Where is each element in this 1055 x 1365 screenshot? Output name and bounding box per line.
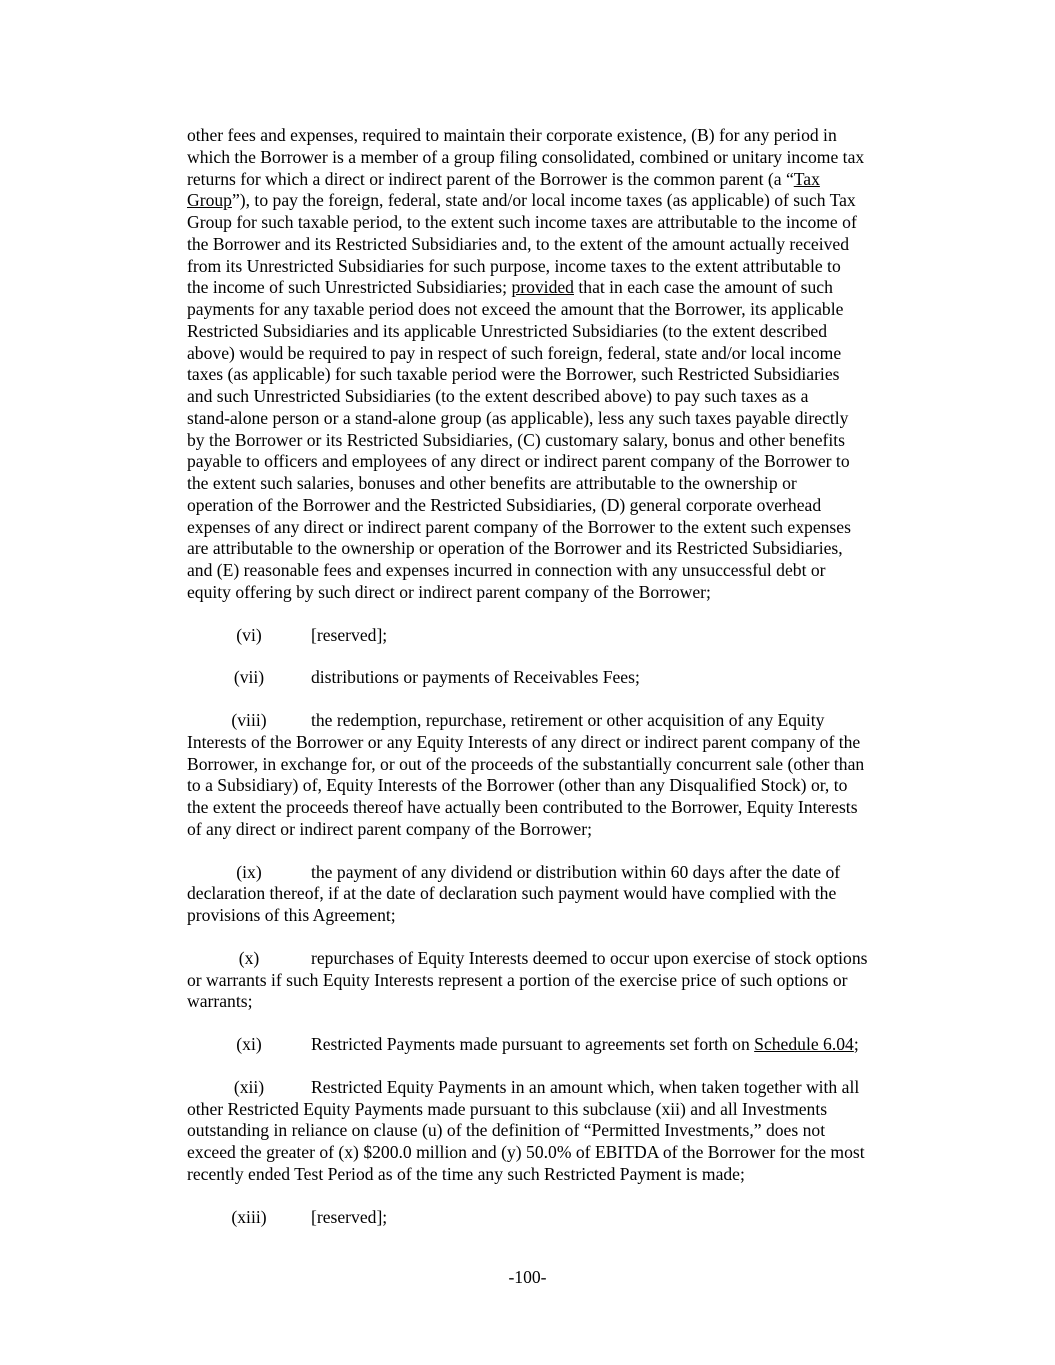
text-line: which the Borrower is a member of a group filing consolidated, combined or unitary income tax bbox=[187, 146, 865, 167]
text-line: and such Unrestricted Subsidiaries (to the extent described above) to pay such taxes as a bbox=[187, 386, 809, 406]
text-line: stand-alone person or a stand-alone group (as applicable), less any such taxes payable directly bbox=[187, 407, 849, 428]
clause-x bbox=[187, 948, 927, 1013]
defined-term-tax-group: Tax bbox=[793, 168, 820, 189]
text-line: operation of the Borrower and the Restricted Subsidiaries, (D) general corporate overhead bbox=[187, 494, 822, 515]
text-segment: the income of such Unrestricted Subsidiaries; bbox=[187, 277, 512, 298]
text-line: outstanding in reliance on clause (u) of the definition of “Permitted Investments,” does not bbox=[187, 1120, 826, 1141]
defined-term-tax-group: Group bbox=[187, 190, 232, 211]
text-line: the Borrower and its Restricted Subsidiaries and, to the extent of the amount actually received bbox=[187, 233, 850, 254]
clause-xii bbox=[187, 1077, 927, 1186]
schedule-reference: Schedule 6.04 bbox=[754, 1034, 854, 1054]
clause-number: (xi) bbox=[236, 1034, 262, 1054]
text-segment: ”), to pay the foreign, federal, state and/or local income taxes (as applicable) of such Tax bbox=[231, 190, 856, 211]
text-line: Borrower, in exchange for, or out of the proceeds of the substantially concurrent sale (other than bbox=[187, 753, 865, 774]
text-line: above) would be required to pay in respect of such foreign, federal, state and/or local income bbox=[187, 342, 842, 363]
text-line: the extent such salaries, bonuses and other benefits are attributable to the ownership or bbox=[187, 473, 797, 493]
text-segment: returns for which a direct or indirect parent of the Borrower is the common parent (a “ bbox=[187, 168, 794, 189]
text-line bbox=[187, 169, 927, 191]
clause-number: (vii) bbox=[233, 667, 265, 688]
text-line: warrants; bbox=[187, 991, 253, 1012]
clause-text: [reserved]; bbox=[311, 1206, 388, 1227]
clause-vi bbox=[187, 625, 927, 647]
clause-number: (x) bbox=[238, 947, 260, 968]
text-line: provisions of this Agreement; bbox=[187, 905, 396, 925]
text-line: and (E) reasonable fees and expenses incurred in connection with any unsuccessful debt or bbox=[187, 560, 826, 580]
text-line: recently ended Test Period as of the time any such Restricted Payment is made; bbox=[187, 1163, 745, 1184]
clause-number: (xii) bbox=[233, 1076, 265, 1097]
text-line: or warrants if such Equity Interests represent a portion of the exercise price of such options or bbox=[187, 969, 848, 990]
clause-xiii bbox=[187, 1207, 927, 1229]
text-line: from its Unrestricted Subsidiaries for such purpose, income taxes to the extent attributable to bbox=[187, 255, 841, 276]
text-line: expenses of any direct or indirect parent company of the Borrower to the extent such expenses bbox=[187, 516, 851, 537]
clause-viii bbox=[187, 710, 927, 841]
clause-text: repurchases of Equity Interests deemed to occur upon exercise of stock options bbox=[311, 947, 868, 968]
text-line: exceed the greater of (x) $200.0 million and (y) 50.0% of EBITDA of the Borrower for the most bbox=[187, 1142, 865, 1162]
clause-text: the payment of any dividend or distribution within 60 days after the date of bbox=[311, 861, 841, 882]
text-line: the extent the proceeds thereof have actually been contributed to the Borrower, Equity Interests bbox=[187, 797, 858, 817]
text-line: by the Borrower or its Restricted Subsidiaries, (C) customary salary, bonus and other benefits bbox=[187, 429, 845, 450]
clause-number: (ix) bbox=[236, 861, 262, 882]
text-line: are attributable to the ownership or operation of the Borrower and its Restricted Subsidiaries, bbox=[187, 538, 843, 559]
clause-number: (xiii) bbox=[231, 1206, 267, 1227]
clause-vii bbox=[187, 667, 927, 689]
clause-xi bbox=[187, 1034, 927, 1056]
clause-number: (vi) bbox=[236, 624, 262, 645]
document-page bbox=[187, 125, 927, 1228]
text-line: taxes (as applicable) for such taxable period were the Borrower, such Restricted Subsidiaries bbox=[187, 364, 840, 385]
paragraph-taxes bbox=[187, 125, 927, 604]
clause-text: [reserved]; bbox=[311, 624, 388, 645]
clause-text: Restricted Equity Payments in an amount which, when taken together with all bbox=[311, 1076, 860, 1097]
page-number: -100- bbox=[508, 1267, 547, 1287]
clause-ix bbox=[187, 862, 927, 927]
text-line: other fees and expenses, required to maintain their corporate existence, (B) for any period in bbox=[187, 125, 837, 145]
text-line: payable to officers and employees of any direct or indirect parent company of the Borrower to bbox=[187, 451, 850, 472]
text-line: declaration thereof, if at the date of declaration such payment would have complied with the bbox=[187, 883, 837, 904]
clause-number: (viii) bbox=[231, 710, 267, 730]
text-line: Restricted Subsidiaries and its applicable Unrestricted Subsidiaries (to the extent described bbox=[187, 320, 828, 341]
clause-text: ; bbox=[853, 1034, 859, 1054]
text-line: payments for any taxable period does not exceed the amount that the Borrower, its applicable bbox=[187, 299, 844, 319]
text-line: other Restricted Equity Payments made pursuant to this subclause (xii) and all Investments bbox=[187, 1098, 828, 1119]
text-line bbox=[187, 190, 927, 212]
text-line: to a Subsidiary) of, Equity Interests of the Borrower (other than any Disqualified Stock) or, to bbox=[187, 775, 848, 796]
clause-text: distributions or payments of Receivables Fees; bbox=[311, 667, 640, 688]
clause-text: Restricted Payments made pursuant to agreements set forth on bbox=[311, 1034, 755, 1054]
text-line: of any direct or indirect parent company of the Borrower; bbox=[187, 818, 592, 839]
text-line bbox=[187, 277, 927, 299]
term-provided: provided bbox=[511, 277, 574, 298]
text-line: Group for such taxable period, to the extent such income taxes are attributable to the income of bbox=[187, 212, 857, 232]
text-segment: that in each case the amount of such bbox=[573, 277, 833, 298]
clause-text: the redemption, repurchase, retirement or other acquisition of any Equity bbox=[311, 710, 825, 730]
text-line: Interests of the Borrower or any Equity Interests of any direct or indirect parent company of the bbox=[187, 731, 861, 752]
text-line: equity offering by such direct or indirect parent company of the Borrower; bbox=[187, 581, 711, 602]
